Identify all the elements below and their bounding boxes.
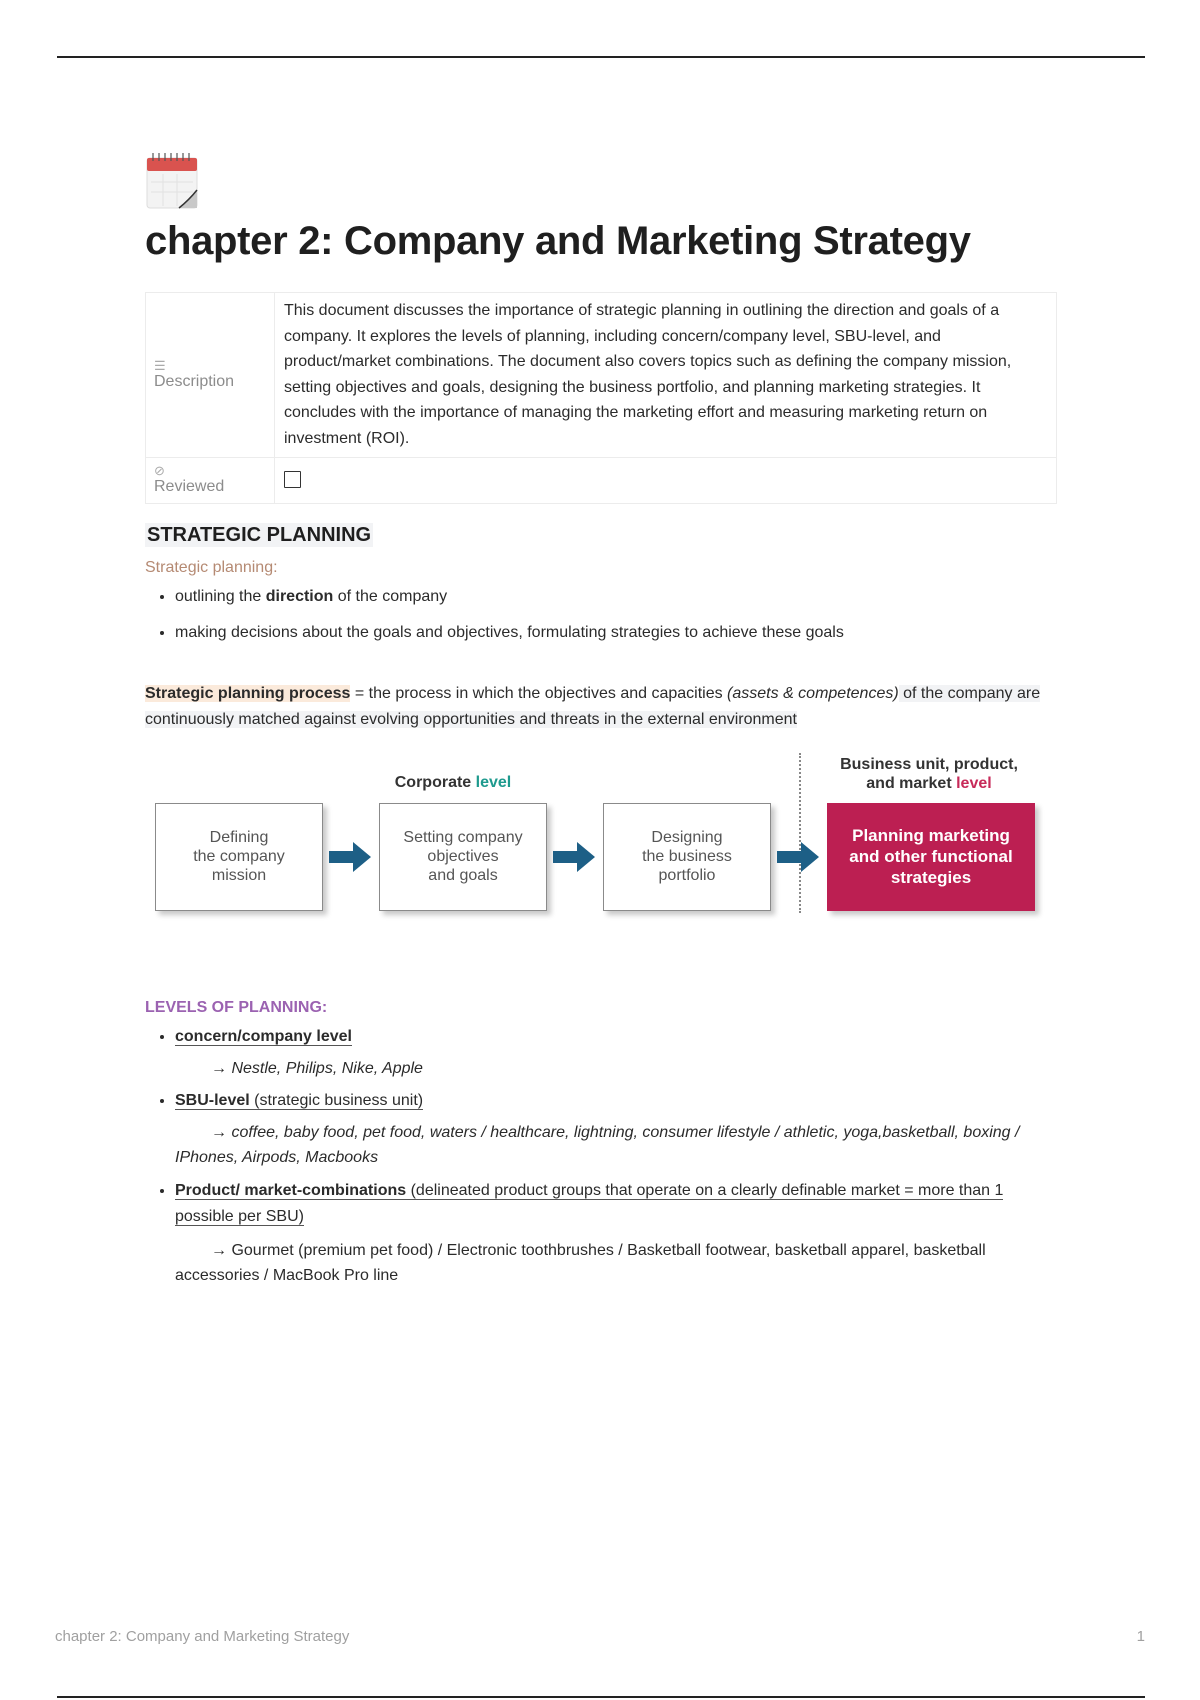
reviewed-key: ⊘ Reviewed — [146, 458, 275, 504]
properties-table — [145, 292, 1057, 504]
description-key: ☰ Description — [146, 293, 275, 458]
top-rule — [57, 56, 1145, 58]
page-number: 1 — [1136, 1628, 1145, 1645]
diagram-box-mission: Defining the company mission — [155, 803, 323, 911]
list-item: • Product/ market-combinations (delineated product groups that operate on a clearly definable market = more than 1 possible per SBU) → Gourmet (premium pet food) / Electronic toothbrushes / Basketball footwear, basketball apparel, basketball accessories / MacBook Pro line — [175, 1178, 1060, 1288]
strategic-planning-list — [145, 585, 1060, 644]
list-item: • SBU-level (strategic business unit) → coffee, baby food, pet food, waters / healthcare, lightning, consumer lifestyle / athletic, yoga,basketball, boxing / IPhones, Airpods, Macbooks — [175, 1089, 1060, 1170]
diagram-box-objectives: Setting company objectives and goals — [379, 803, 547, 911]
arrow-right-icon — [327, 839, 373, 875]
reviewed-value — [275, 458, 1057, 504]
level-example: → Nestle, Philips, Nike, Apple — [211, 1059, 423, 1077]
strategic-planning-subheading: Strategic planning: — [145, 558, 278, 576]
description-value[interactable]: This document discusses the importance of strategic planning in outlining the direction and goals of a company. It explores the levels of planning, including concern/company level, SBU-level, and product/market combinations. The document also covers topics such as defining the company mission, setting objectives and goals, designing the business portfolio, and planning marketing strategies. It concludes with the importance of managing the marketing effort and measuring marketing return on investment (ROI). — [275, 293, 1057, 458]
levels-of-planning-heading: LEVELS OF PLANNING: — [145, 998, 328, 1016]
list-item: • making decisions about the goals and objectives, formulating strategies to achieve these goals — [175, 621, 1060, 644]
property-row-reviewed — [146, 458, 1057, 504]
levels-list — [145, 1025, 1060, 1288]
footer-title: chapter 2: Company and Marketing Strategy — [55, 1628, 350, 1645]
list-item: • outlining the direction of the company — [175, 585, 1060, 608]
arrow-right-icon — [775, 839, 821, 875]
page-title: chapter 2: Company and Marketing Strategy — [145, 219, 971, 263]
property-row-description — [146, 293, 1057, 458]
level-divider — [799, 753, 801, 913]
section-heading-strategic-planning: STRATEGIC PLANNING — [147, 523, 372, 546]
arrow-right-icon — [551, 839, 597, 875]
page-content — [145, 150, 1060, 1296]
strategic-planning-process-definition: Strategic planning process = the process in which the objectives and capacities (assets & competences) of the company are continuously matched against evolving opportunities and threats in the external environment — [145, 684, 1041, 728]
list-item: • concern/company level → Nestle, Philips, Nike, Apple — [175, 1025, 1060, 1081]
strategic-planning-diagram — [145, 753, 1057, 933]
corporate-level-label: Corporate level — [394, 773, 512, 791]
text-lines-icon: ☰ — [154, 358, 166, 373]
calendar-icon — [145, 150, 201, 212]
diagram-box-portfolio: Designing the business portfolio — [603, 803, 771, 911]
reviewed-checkbox[interactable] — [284, 471, 301, 488]
diagram-box-marketing: Planning marketing and other functional strategies — [827, 803, 1035, 911]
level-example: → Gourmet (premium pet food) / Electronic toothbrushes / Basketball footwear, basketball apparel, basketball accessories / MacBook Pro line — [175, 1241, 986, 1284]
bottom-rule — [57, 1696, 1145, 1698]
page-footer — [55, 1628, 1145, 1645]
level-example: → coffee, baby food, pet food, waters / healthcare, lightning, consumer lifestyle / athletic, yoga,basketball, boxing / IPhones, Airpods, Macbooks — [175, 1123, 1020, 1166]
business-level-label: Business unit, product, and market level — [840, 755, 1018, 792]
check-circle-icon: ⊘ — [154, 463, 165, 479]
